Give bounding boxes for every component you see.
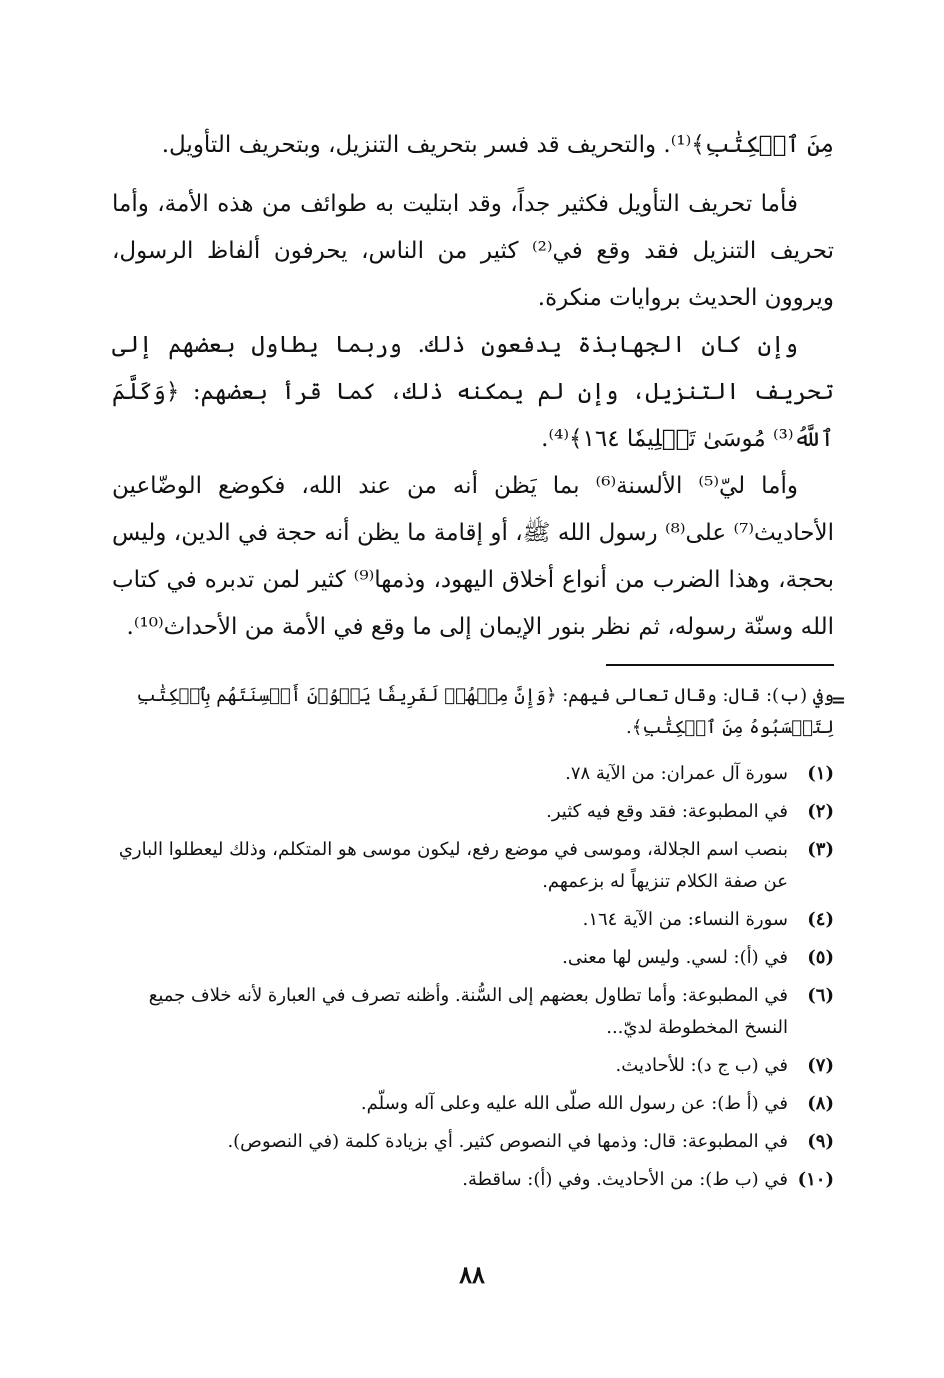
footnote-6 [112, 980, 834, 1044]
page-number: ٨٨ [459, 1260, 485, 1289]
footnote-text: في المطبوعة: قال: وذمها في النصوص كثير. أي بزيادة كلمة (في النصوص). [227, 1131, 788, 1152]
footnote-8 [112, 1088, 834, 1120]
paragraph-2: فأما تحريف التأويل فكثير جداً، وقد ابتليت به طوائف من هذه الأمة، وأما تحريف التنزيل فقد وقع في⁽²⁾ كثير من الناس، يحرفون ألفاظ الرسول، ويروون الحديث بروايات منكرة. [112, 191, 834, 311]
main-text-block [112, 463, 834, 651]
footnotes-list [112, 758, 834, 1202]
footnote-3 [112, 834, 834, 898]
footnote-number: (٨) [807, 1093, 834, 1114]
footnote-text: في (أ): لسي. وليس لها معنى. [562, 947, 788, 968]
footnote-number: (٤) [807, 909, 834, 930]
footnote-text: في (أ ط): عن رسول الله صلّى الله عليه وعلى آله وسلّم. [360, 1093, 788, 1114]
footnote-2 [112, 796, 834, 828]
footnote-number: (٦) [807, 985, 834, 1006]
footnote-continuation: وفي (ب): قال: وقال تعالى فيهم: ﴿وَإِنَّ مِنۡهُمۡ لَفَرِيقٗا يَلۡوُۥنَ أَلۡسِنَتَهُم بِٱلۡكِتَٰبِ لِتَحۡسَبُوهُ مِنَ ٱلۡكِتَٰبِ﴾. [136, 685, 834, 738]
footnote-number: (٣) [807, 839, 834, 860]
footnote-number: (١٠) [797, 1169, 834, 1190]
footnote-text: سورة النساء: من الآية ١٦٤. [582, 909, 788, 930]
paragraph-3: وإن كان الجهابذة يدفعون ذلك. وربما يطاول بعضهم إلى تحريف التنزيل، وإن لم يمكنه ذلك، كما قرأ بعضهم: ﴿وَكَلَّمَ ٱللَّهُ⁽³⁾ مُوسَىٰ تَكۡلِيمٗا ١٦٤﴾⁽⁴⁾. [112, 332, 834, 452]
footnote-text: في المطبوعة: فقد وقع فيه كثير. [546, 801, 788, 822]
footnote-number: (٩) [807, 1131, 834, 1152]
footnote-text: في (ب ط): من الأحاديث. وفي (أ): ساقطة. [462, 1169, 788, 1190]
footnote-text: بنصب اسم الجلالة، وموسى في موضع رفع، ليكون موسى هو المتكلم، وذلك ليعطلوا الباري عن صفة الكلام تنزيهاً له بزعمهم. [118, 839, 788, 892]
main-text-block [112, 181, 834, 322]
footnote-text: في (ب ج د): للأحاديث. [615, 1055, 788, 1076]
footnote-5 [112, 942, 834, 974]
paragraph-4: وأما ليّ⁽⁵⁾ الألسنة⁽⁶⁾ بما يَظن أنه من عند الله، فكوضع الوضّاعين الأحاديث⁽⁷⁾ على⁽⁸⁾ رسول الله ﷺ، أو إقامة ما يظن أنه حجة في الدين، وليس بحجة، وهذا الضرب من أنواع أخلاق اليهود، وذمها⁽⁹⁾ كثير لمن تدبره في كتاب الله وسنّة رسوله، ثم نظر بنور الإيمان إلى ما وقع في الأمة من الأحداث⁽¹⁰⁾. [112, 473, 835, 640]
main-text-block [112, 322, 834, 463]
footnote-number: (٥) [807, 947, 834, 968]
main-text-block [112, 122, 834, 169]
footnote-continuation-mark: = [830, 690, 846, 711]
footnote-text: سورة آل عمران: من الآية ٧٨. [565, 763, 788, 784]
footnote-4 [112, 904, 834, 936]
footnote-10 [112, 1164, 834, 1196]
footnote-7 [112, 1050, 834, 1082]
paragraph-1: مِنَ ٱلۡكِتَٰبِ﴾⁽¹⁾. والتحريف قد فسر بتحريف التنزيل، وبتحريف التأويل. [161, 132, 834, 158]
footnote-divider [606, 664, 834, 666]
footnote-text: في المطبوعة: وأما تطاول بعضهم إلى السُّنة. وأظنه تصرف في العبارة لأنه خلاف جميع النسخ المخطوطة لديّ... [148, 985, 788, 1038]
footnote-number: (٧) [807, 1055, 834, 1076]
footnote-9 [112, 1126, 834, 1158]
footnote-number: (٢) [807, 801, 834, 822]
footnote-number: (١) [807, 763, 834, 784]
footnote-1 [112, 758, 834, 790]
